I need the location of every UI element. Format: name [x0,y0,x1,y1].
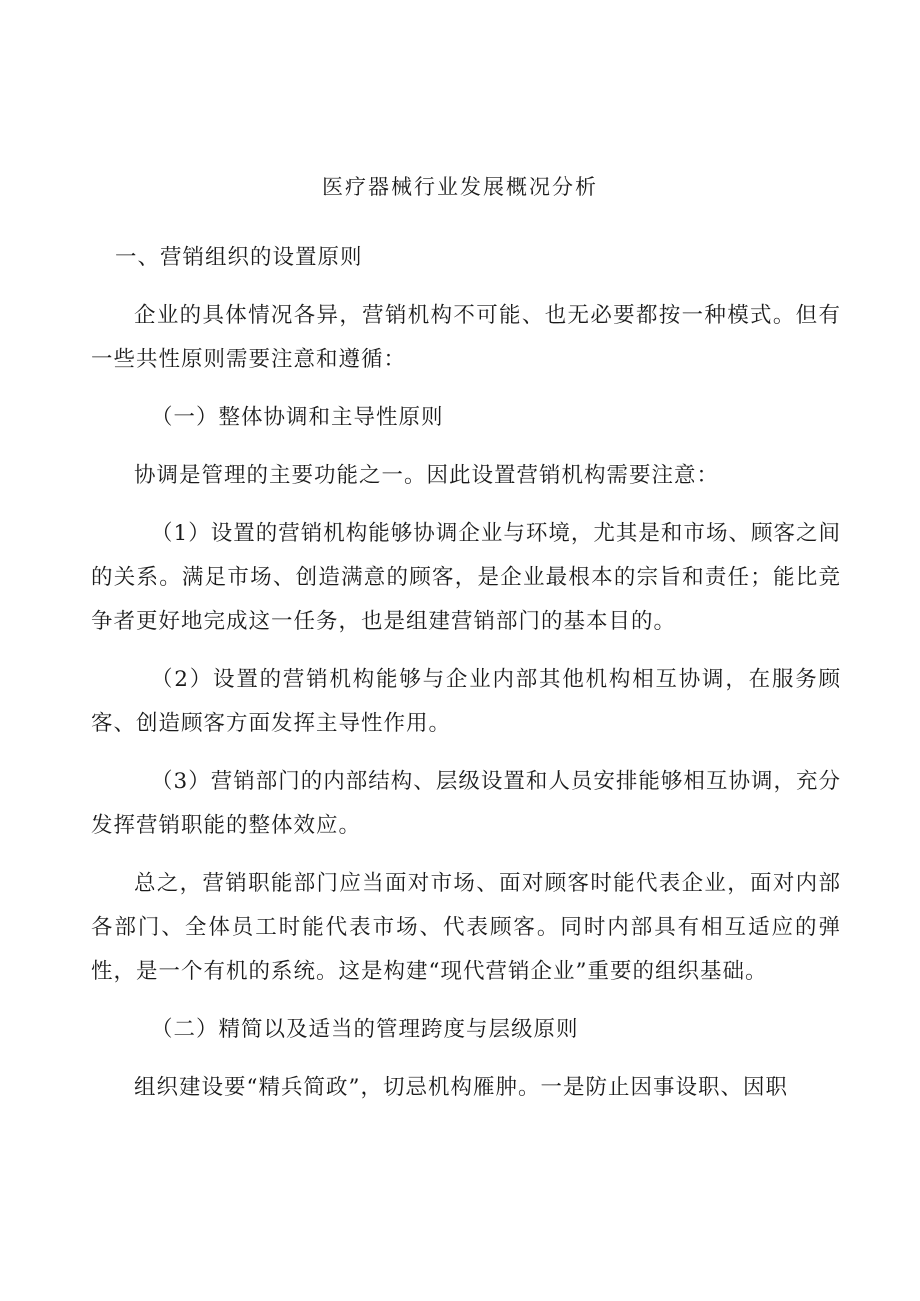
paragraph: 协调是管理的主要功能之一。因此设置营销机构需要注意： [134,463,720,488]
document-title: 医疗器械行业发展概况分析 [322,175,598,199]
section-heading: 一、营销组织的设置原则 [115,245,363,270]
document-body [91,236,841,1110]
list-item-paragraph: （3）营销部门的内部结构、层级设置和人员安排能够相互协调，充分发挥营销职能的整体效应。 [91,769,841,838]
list-item-paragraph: （1）设置的营销机构能够协调企业与环境，尤其是和市场、顾客之间的关系。满足市场、创造满意的顾客，是企业最根本的宗旨和责任；能比竞争者更好地完成这一任务，也是组建营销部门的基本目的。 [91,521,841,634]
paragraph: 总之，营销职能部门应当面对市场、面对顾客时能代表企业，面对内部各部门、全体员工时能代表市场、代表顾客。同时内部具有相互适应的弹性，是一个有机的系统。这是构建“现代营销企业”重要的组织基础。 [91,871,841,984]
list-item-paragraph: （2）设置的营销机构能够与企业内部其他机构相互协调，在服务顾客、创造顾客方面发挥主导性作用。 [91,667,841,736]
subsection-heading: （二）精简以及适当的管理跨度与层级原则 [151,1017,579,1042]
paragraph: 企业的具体情况各异，营销机构不可能、也无必要都按一种模式。但有一些共性原则需要注意和遵循： [91,303,841,372]
subsection-heading: （一）整体协调和主导性原则 [151,405,444,430]
paragraph: 组织建设要“精兵简政”，切忌机构雁肿。一是防止因事设职、因职 [134,1075,788,1100]
